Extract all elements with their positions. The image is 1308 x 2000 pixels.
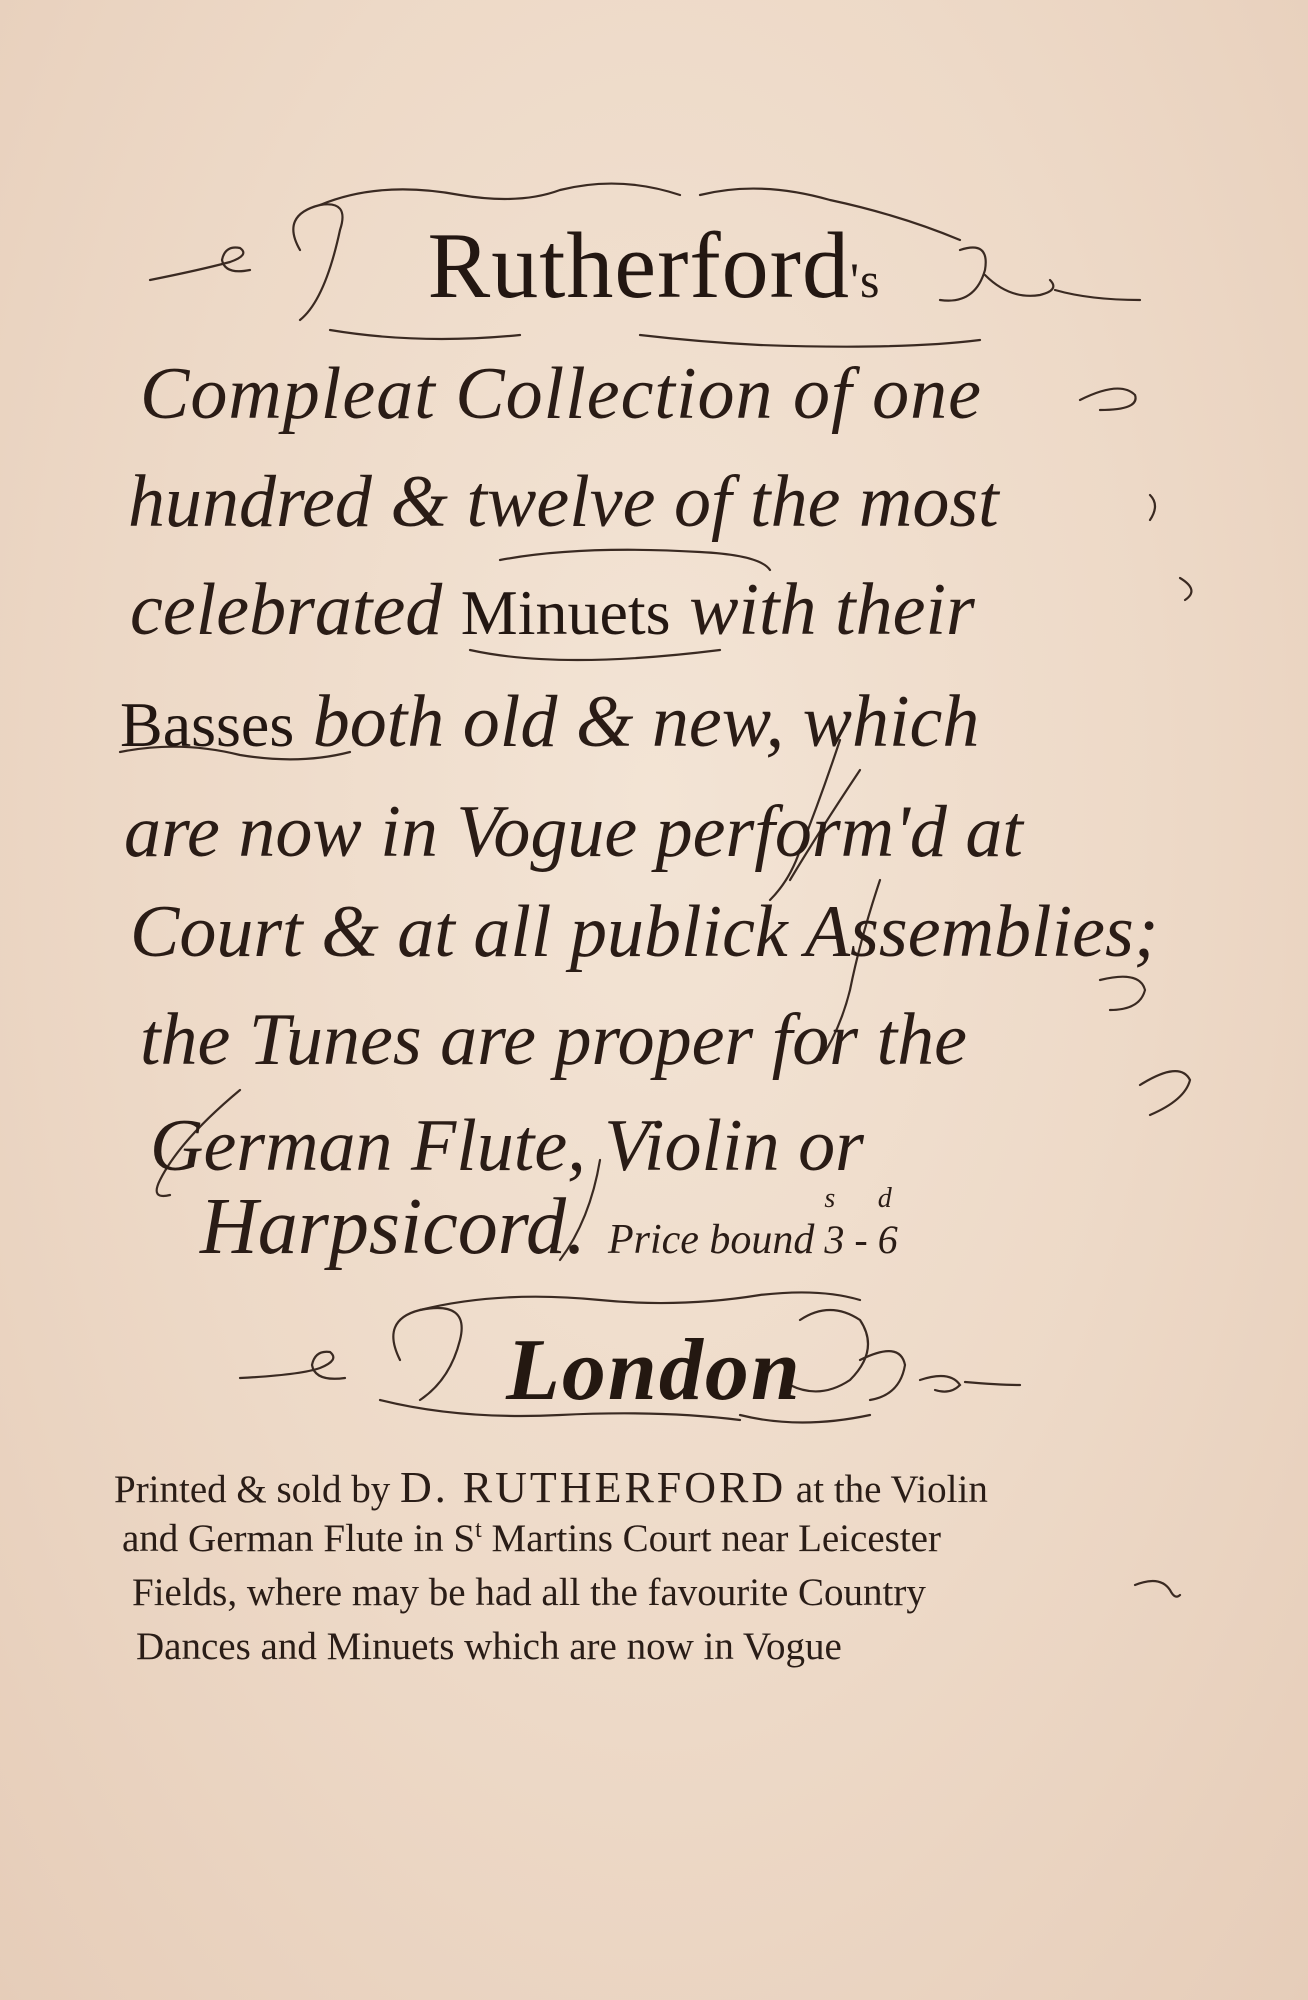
text-celebrated: celebrated: [130, 569, 443, 651]
price-pence-mark: d: [877, 1183, 892, 1214]
title-possessive: 's: [849, 252, 881, 308]
price-shillings-mark: s: [824, 1183, 836, 1214]
script-line-5: are now in Vogue perform'd at: [124, 791, 1023, 873]
text-minuets: Minuets: [460, 577, 671, 648]
imprint-printer-name: D. RUTHERFORD: [400, 1463, 787, 1512]
imprint-saint-superscript: t: [475, 1517, 482, 1543]
imprint-german-flute: and German Flute in S: [122, 1517, 476, 1560]
imprint-line-4: Dances and Minuets which are now in Vogue: [136, 1625, 842, 1668]
imprint-martins-court: Martins Court near Leicester: [491, 1517, 941, 1560]
price-separator: -: [854, 1217, 868, 1262]
imprint-line-1: [114, 1462, 1214, 1513]
price-shillings-value: 3: [824, 1217, 845, 1262]
script-line-9: [200, 1182, 898, 1273]
imprint-printed-sold: Printed & sold by: [114, 1468, 391, 1511]
script-line-7: the Tunes are proper for the: [140, 999, 967, 1081]
price-label: Price bound: [607, 1217, 815, 1263]
price-pence-value: 6: [877, 1217, 898, 1262]
place-london: London: [506, 1322, 802, 1419]
script-line-2: hundred & twelve of the most: [128, 461, 999, 543]
text-with-their: with their: [689, 569, 975, 651]
title-rutherford: [0, 212, 1308, 320]
script-line-1: Compleat Collection of one: [140, 353, 982, 435]
imprint-at-violin: at the Violin: [795, 1468, 988, 1511]
imprint-line-2: [122, 1516, 1222, 1561]
title-name: Rutherford: [427, 214, 850, 318]
script-line-4: [120, 680, 979, 765]
price-shillings: [824, 1183, 845, 1262]
imprint-line-3: Fields, where may be had all the favourite Country: [132, 1571, 926, 1614]
price-pence: [877, 1183, 898, 1262]
script-line-8: German Flute, Violin or: [150, 1105, 864, 1187]
script-line-6: Court & at all publick Assemblies;: [130, 891, 1159, 973]
text-basses: Basses: [120, 689, 295, 760]
text-harpsicord: Harpsicord.: [200, 1183, 586, 1271]
text-both-old-new: both old & new, which: [312, 681, 980, 763]
script-line-3: [130, 568, 975, 653]
